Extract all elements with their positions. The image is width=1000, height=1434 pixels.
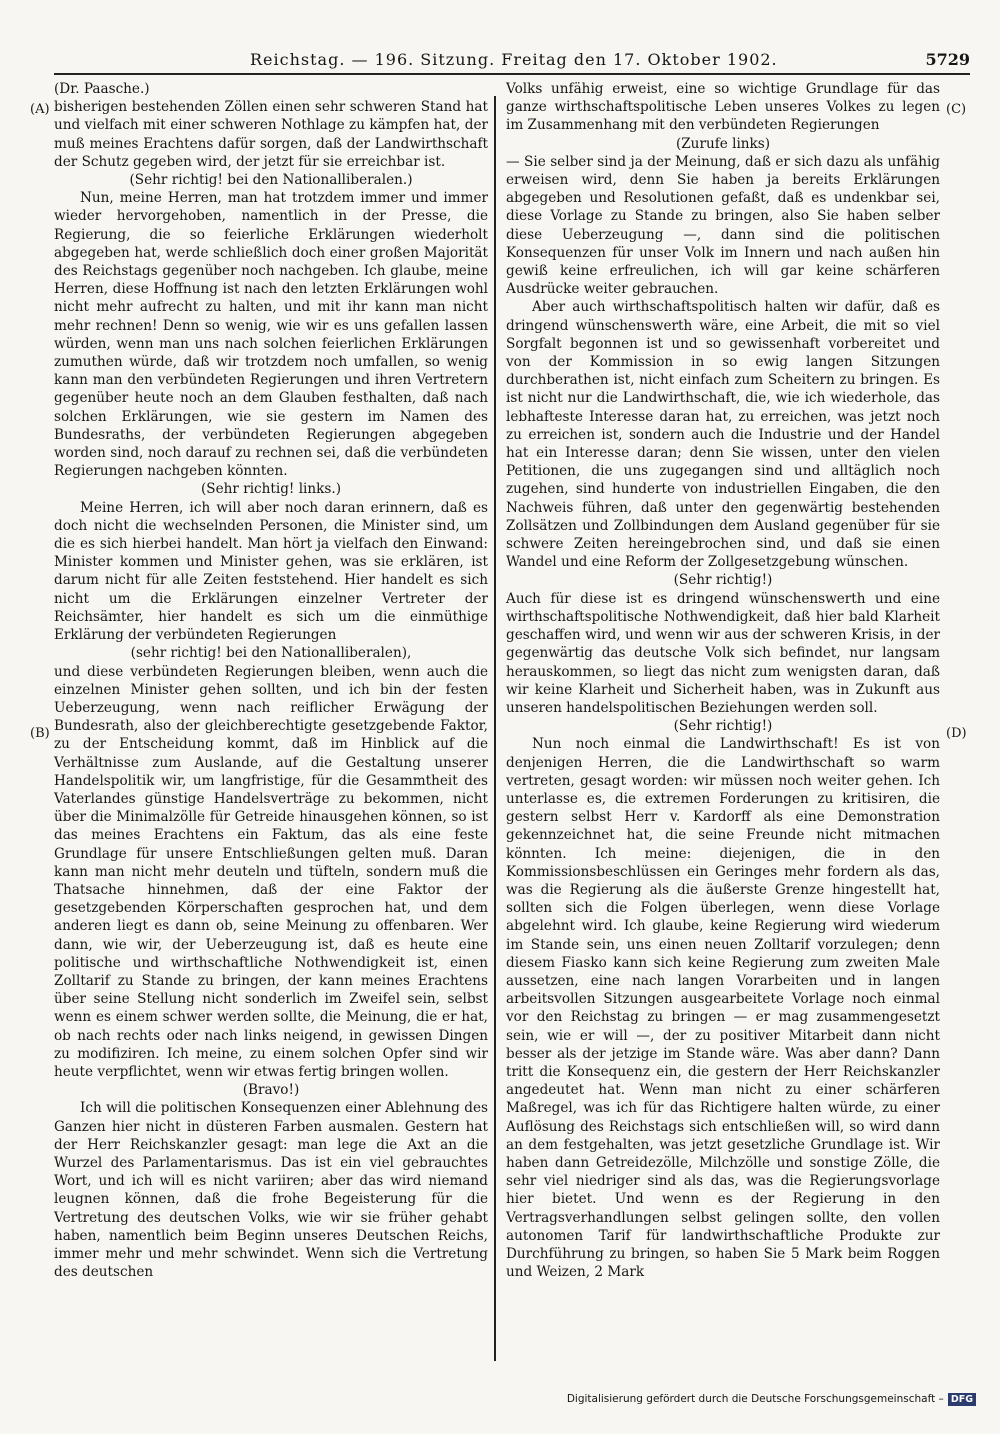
column-divider (494, 96, 496, 1361)
paragraph: Nun, meine Herren, man hat trotzdem immer und immer wieder hervorgehoben, namentlich in der Presse, die Regierung, die so feierliche Erklärungen wiederholt abgegeben hat, werde schließlich doch einer großen Majorität des Reichstags gegenüber noch nachgeben. Ich glaube, meine Herren, diese Hoffnung ist nach den letzten Erklärungen wohl nicht mehr aufrecht zu halten, und mit ihr kann man nicht mehr rechnen! Denn so wenig, wie wir es uns gefallen lassen würden, wenn man uns nach solchen feierlichen Erklärungen zumuthen würde, daß wir trotzdem noch umfallen, so wenig kann man den verbündeten Regierungen und ihren Vertretern gegenüber heute noch an dem Glauben festhalten, daß nach solchen Erklärungen, wie sie gestern im Namen des Bundesraths, der verbündeten Regierungen abgegeben worden sind, noch darauf zu rechnen sei, daß die verbündeten Regierungen nachgeben könnten. (54, 190, 488, 480)
margin-label-b: (B) (30, 726, 50, 741)
paragraph: Auch für diese ist es dringend wünschenswerth und eine wirthschaftspolitische Nothwendigkeit, daß hier bald Klarheit geschaffen wird, und wenn wir aus der schweren Krisis, in der gegenwärtig das deutsche Volk sich befindet, nur langsam herauskommen, so liegt das nicht zum wenigsten daran, daß wir keine Klarheit und Sicherheit haben, was in Zukunft aus unseren handelspolitischen Beziehungen werden soll. (506, 590, 940, 716)
footer-credit: Digitalisierung gefördert durch die Deutsche Forschungsgemeinschaft – (566, 1393, 944, 1405)
left-column (54, 80, 488, 1281)
margin-label-a: (A) (30, 102, 50, 117)
footer (567, 1393, 976, 1406)
interjection: (Sehr richtig!) (673, 572, 773, 589)
paragraph: — Sie selber sind ja der Meinung, daß er sich dazu als unfähig erweisen wird, denn Sie haben ja bereits Erklärungen abgegeben und Resolutionen gefaßt, daß es undenkbar sei, diese Vorlage zu Stande zu bringen, also Sie haben selber diese Ueberzeugung —, dann sind die politischen Konsequenzen für unser Volk im Innern und nach außen hin gewiß keine erfreulichen, ich will gar keine schärferen Ausdrücke weiter gebrauchen. (506, 153, 940, 298)
margin-label-d: (D) (946, 726, 967, 741)
right-column (506, 80, 940, 1281)
dfg-logo: DFG (948, 1393, 976, 1406)
interjection: (Sehr richtig! links.) (200, 481, 342, 498)
interjection: (Sehr richtig! bei den Nationalliberalen.) (129, 172, 413, 189)
paragraph: Aber auch wirthschaftspolitisch halten wir dafür, daß es dringend wünschenswerth wäre, eine Arbeit, die mit so viel Sorgfalt begonnen ist und so gewissenhaft vorbereitet und von der Kommission in so ewig langen Sitzungen durchberathen ist, nicht einfach zum Scheitern zu bringen. Es ist nicht nur die Landwirthschaft, die, wie ich wiederhole, das lebhafteste Interesse daran hat, zu erreichen, was jetzt noch zu erreichen ist, sondern auch die Industrie und der Handel hat ein Interesse daran; denn Sie wissen, unter den vielen Petitionen, die uns zugegangen sind und alltäglich noch zugehen, sind hunderte von industriellen Eingaben, die den Nachweis führen, daß unter den gegenwärtig bestehenden Zollsätzen und Zollbindungen dem Ausland gegenüber für sie schwere Zeiten hereingebrochen sind, und daß sie einen Wandel und eine Reform der Zollgesetzgebung wünschen. (506, 299, 940, 571)
paragraph: bisherigen bestehenden Zöllen einen sehr schweren Stand hat und vielfach mit einer schweren Nothlage zu kämpfen hat, der muß meines Erachtens dafür sorgen, daß der Landwirthschaft der Schutz gegeben wird, der jetzt für sie erreichbar ist. (54, 99, 488, 170)
margin-label-c: (C) (946, 102, 967, 117)
paragraph: Meine Herren, ich will aber noch daran erinnern, daß es doch nicht die wechselnden Personen, die Minister sind, um die es sich hierbei handelt. Man hört ja vielfach den Einwand: Minister kommen und Minister gehen, was sie erklären, ist darum nicht für alle Zeiten feststehend. Hier handelt es sich nicht um die Erklärungen einzelner Vertreter der Reichsämter, hier handelt es sich um die einmüthige Erklärung der verbündeten Regierungen (54, 499, 488, 644)
interjection: (Sehr richtig!) (673, 718, 773, 735)
page-number: 5729 (925, 50, 970, 69)
paragraph: Ich will die politischen Konsequenzen einer Ablehnung des Ganzen hier nicht in düsteren Farben ausmalen. Gestern hat der Herr Reichskanzler gesagt: man lege die Axt an die Wurzel des Parlamentarismus. Das ist ein viel gebrauchtes Wort, und ich will es nicht variiren; aber das wird niemand leugnen können, daß die frohe Begeisterung für die Vertretung des deutschen Volks, wie wir sie früher gehabt haben, namentlich beim Beginn unseres Deutschen Reichs, immer mehr und mehr schwindet. Wenn sich die Vertretung des deutschen (54, 1100, 488, 1281)
running-head: Reichstag. — 196. Sitzung. Freitag den 17. Oktober 1902. (250, 50, 778, 69)
paragraph: Nun noch einmal die Landwirthschaft! Es ist von denjenigen Herren, die die Landwirthschaft so warm vertreten, gesagt worden: wir müssen noch weiter gehen. Ich unterlasse es, die extremen Forderungen zu kritisiren, die gestern selbst Herr v. Kardorff als eine Demonstration gekennzeichnet hat, die seine Freunde nicht mitmachen könnten. Ich meine: diejenigen, die in den Kommissionsbeschlüssen ein Geringes mehr fordern als das, was die Regierung als die äußerste Grenze hingestellt hat, sollten sich die Folgen überlegen, wenn diese Vorlage abgelehnt wird. Ich glaube, keine Regierung wird wiederum im Stande sein, uns einen neuen Zolltarif vorzulegen; denn diesem Fiasko kann sich keine Regierung zum zweiten Male aussetzen, eine nach langen Vorarbeiten und in langen arbeitsvollen Sitzungen ausgearbeitete Vorlage noch einmal vor den Reichstag zu bringen — er mag zusammengesetzt sein, wie er will —, der zu positiver Mitarbeit dann nicht besser als der jetzige im Stande wäre. Was aber dann? Dann tritt die Konsequenz ein, die gestern der Herr Reichskanzler angedeutet hat. Wenn man nicht zu einer schärferen Maßregel, was ich für das Richtigere halten würde, zu einer Auflösung des Reichstags sich entschließen will, so wird dann an dem festgehalten, was jetzt gesetzliche Grundlage ist. Wir haben dann Getreidezölle, Milchzölle und sonstige Zölle, die sehr viel niedriger sind als das, was die Regierungsvorlage hier bietet. Und wenn es der Regierung in den Vertragsverhandlungen selbst gelingen sollte, den vollen autonomen Tarif für landwirthschaftliche Produkte zur Durchführung zu bringen, so haben Sie 5 Mark beim Roggen und Weizen, 2 Mark (506, 736, 940, 1281)
paragraph: Volks unfähig erweist, eine so wichtige Grundlage für das ganze wirthschaftspolitische Leben unseres Volkes zu legen im Zusammenhang mit den verbündeten Regierungen (506, 81, 940, 134)
header-rule (54, 73, 970, 75)
interjection: (Zurufe links) (675, 135, 771, 152)
interjection: (sehr richtig! bei den Nationalliberalen), (130, 645, 412, 662)
interjection: (Bravo!) (242, 1082, 300, 1099)
speaker-name: (Dr. Paasche.) (54, 81, 150, 97)
paragraph: und diese verbündeten Regierungen bleiben, wenn auch die einzelnen Minister gehen sollten, und ich bin der festen Ueberzeugung, wenn nach reiflicher Erwägung der Bundesrath, also der gleichberechtigte gesetzgebende Faktor, zu der Entscheidung kommt, daß im Hinblick auf die Verhältnisse zum Auslande, auf die Gestaltung unserer Handelspolitik wir, um langfristige, für die Gesammtheit des Vaterlandes günstige Handelsverträge zu bekommen, nicht über die Minimalzölle für Getreide hinausgehen können, so ist das meines Erachtens ein Faktum, das als eine feste Grundlage für unsere Entschließungen gelten muß. Daran kann man nicht mehr deuteln und tüfteln, sondern muß die Thatsache hinnehmen, daß der eine Faktor der gesetzgebenden Körperschaften gesprochen hat, und dem anderen liegt es dann ob, seine Meinung zu offenbaren. Wer dann, wie wir, der Ueberzeugung ist, daß es heute eine politische und wirthschaftliche Nothwendigkeit ist, einen Zolltarif zu Stande zu bringen, der kann meines Erachtens über seine Stellung nicht sonderlich im Zweifel sein, selbst wenn es einem schwer werden sollte, die Meinung, die er hat, ob nach rechts oder nach links neigend, in gewissen Dingen zu modifiziren. Ich meine, zu einem solchen Opfer sind wir heute verpflichtet, wenn wir etwas fertig bringen wollen. (54, 663, 488, 1080)
